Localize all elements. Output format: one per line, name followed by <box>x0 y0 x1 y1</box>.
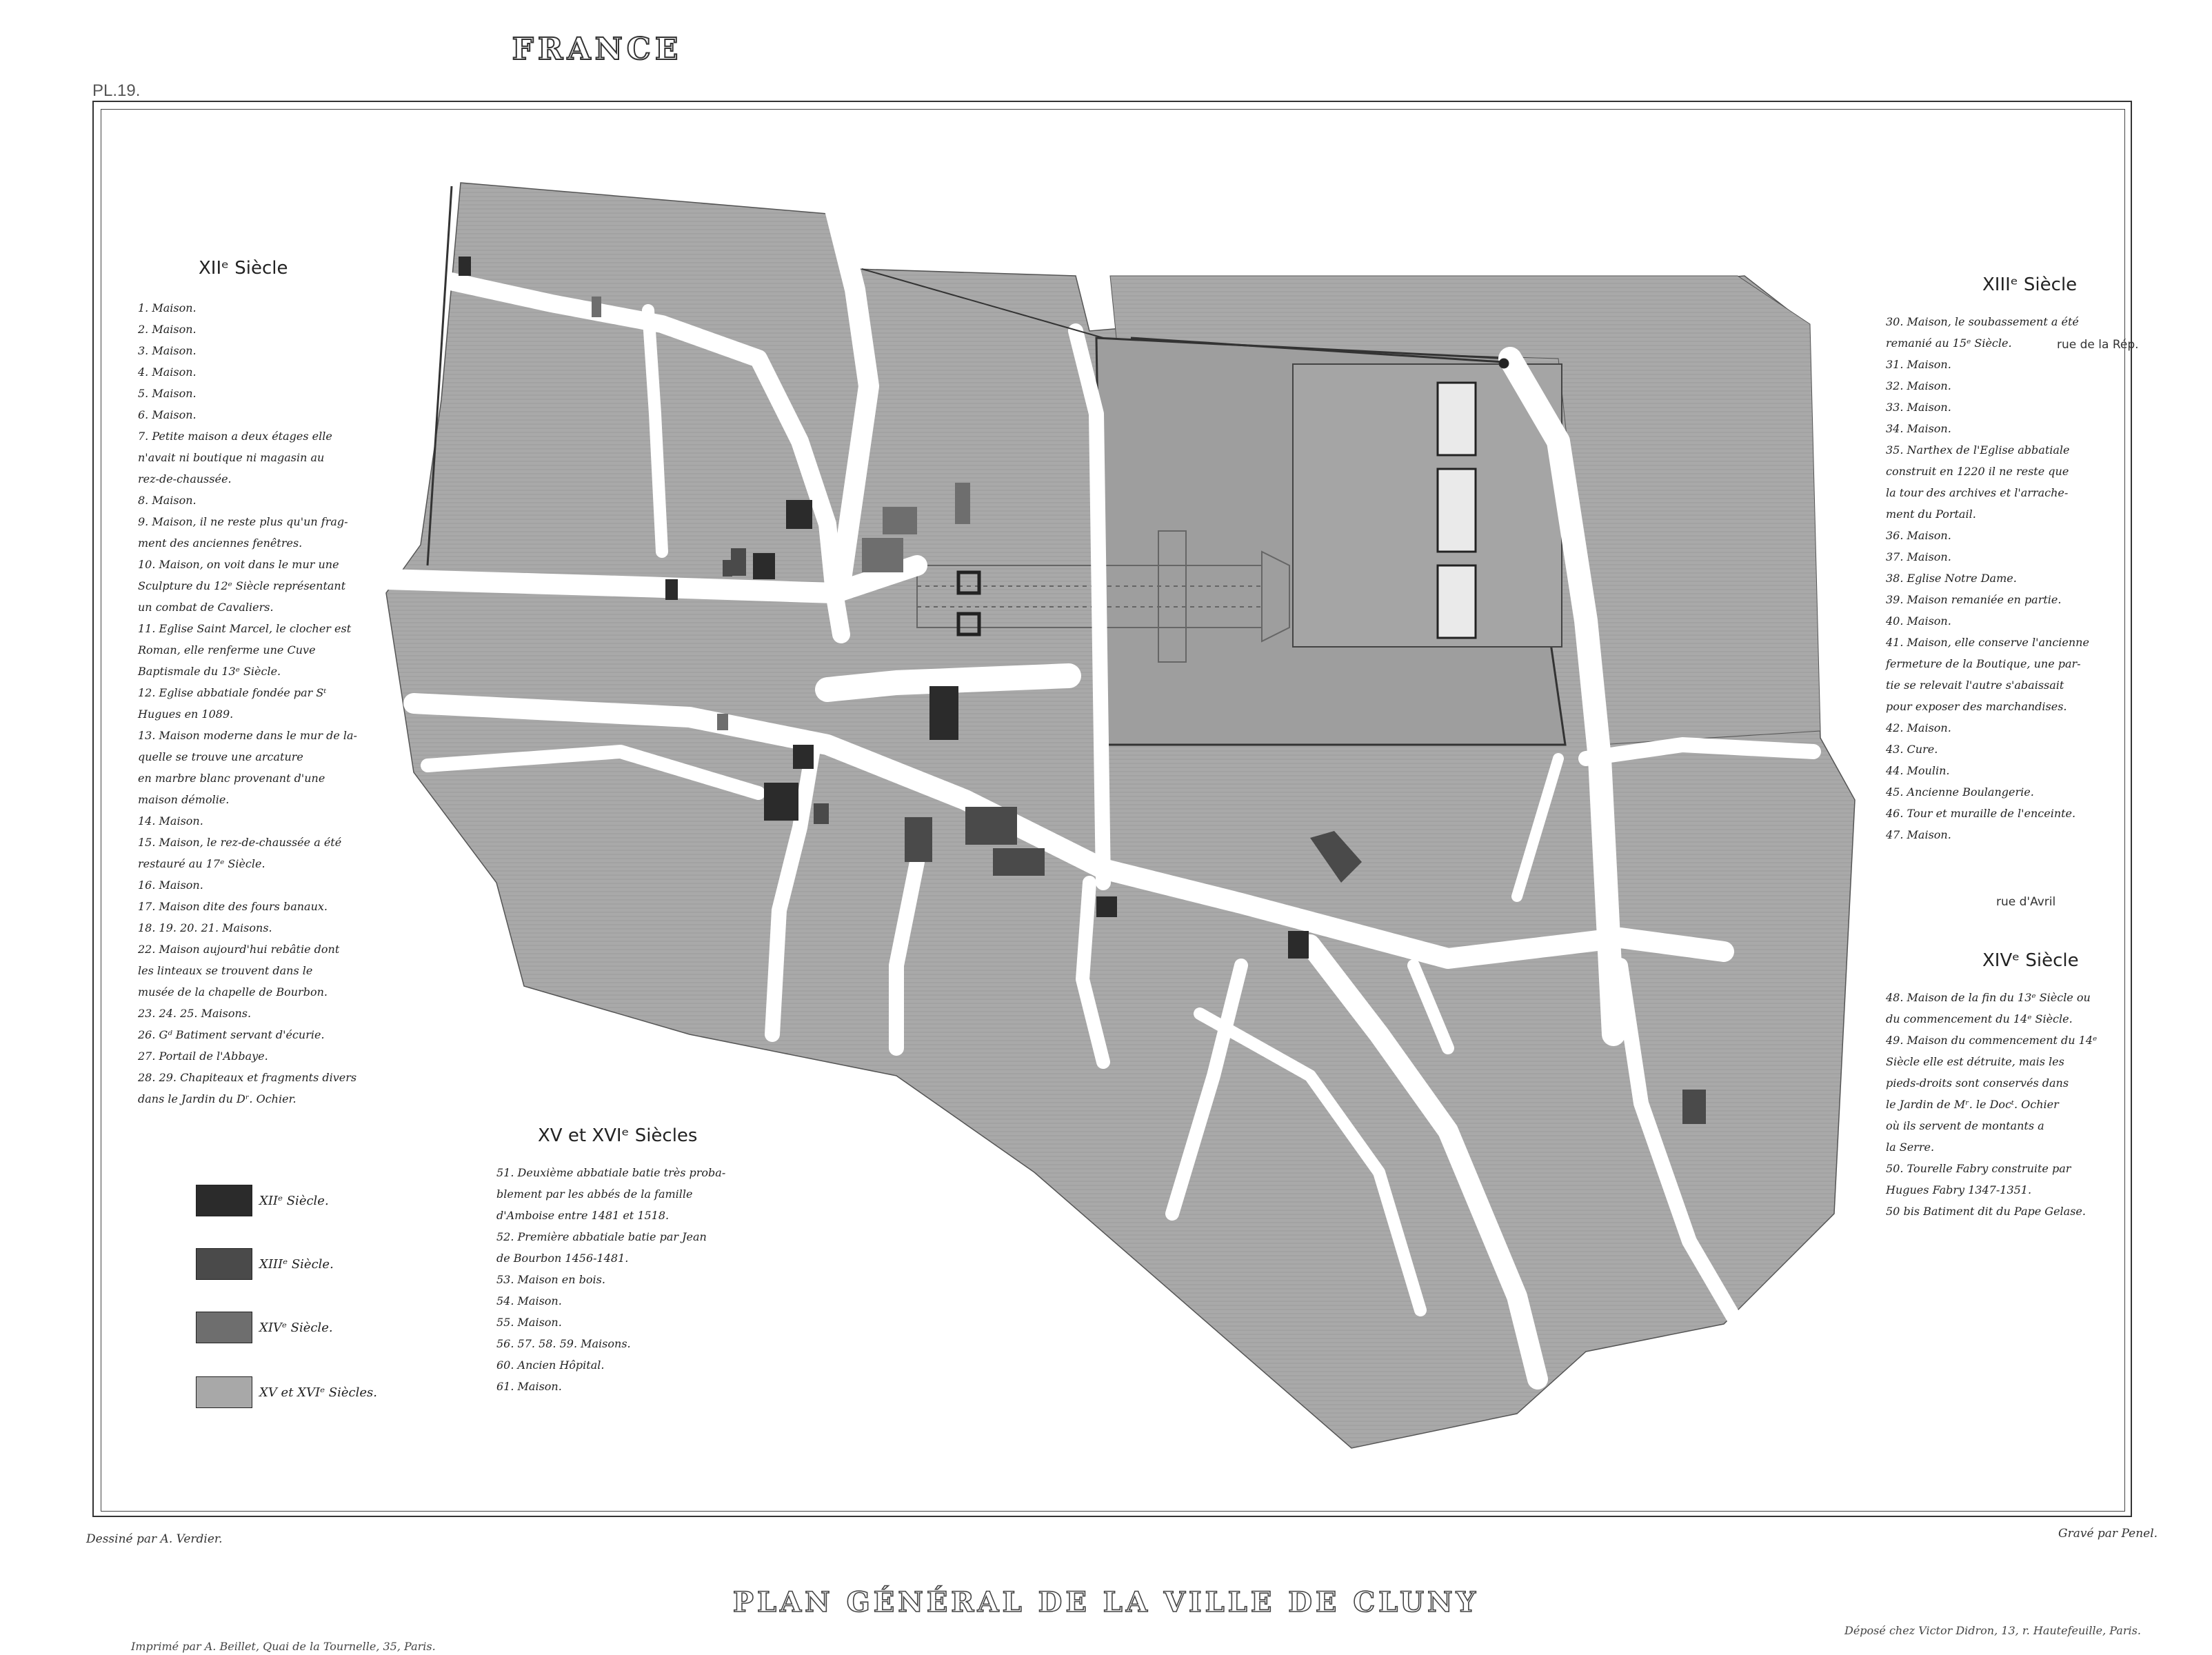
legend-item: pour exposer des marchandises. <box>1886 700 2067 713</box>
legend-item: fermeture de la Boutique, une par- <box>1886 657 2081 670</box>
legend-item: le Jardin de Mʳ. le Docᵗ. Ochier <box>1886 1098 2059 1111</box>
country-title: FRANCE <box>512 32 683 67</box>
legend-item: d'Amboise entre 1481 et 1518. <box>496 1209 670 1222</box>
legend-item: 56. 57. 58. 59. Maisons. <box>496 1337 631 1350</box>
legend-item: 1. Maison. <box>138 301 197 314</box>
legend-thirteenth-century <box>1886 274 2134 845</box>
legend-item: 42. Maison. <box>1886 721 1951 734</box>
legend-item: rez-de-chaussée. <box>138 472 232 485</box>
legend-item: 40. Maison. <box>1886 614 1951 628</box>
legend-twelfth-heading: XIIᵉ Siècle <box>199 258 288 279</box>
legend-item: du commencement du 14ᵉ Siècle. <box>1886 1012 2073 1025</box>
legend-fourteenth-century <box>1886 950 2134 1222</box>
legend-item: 15. Maison, le rez-de-chaussée a été <box>138 836 342 849</box>
legend-item: dans le Jardin du Dʳ. Ochier. <box>138 1092 296 1105</box>
legend-item: 50 bis Batiment dit du Pape Gelase. <box>1886 1205 2086 1218</box>
legend-item: 22. Maison aujourd'hui rebâtie dont <box>138 943 340 956</box>
legend-item: 23. 24. 25. Maisons. <box>138 1007 252 1020</box>
legend-item: 54. Maison. <box>496 1294 562 1307</box>
legend-item: 52. Première abbatiale batie par Jean <box>496 1230 707 1243</box>
legend-item: les linteaux se trouvent dans le <box>138 964 313 977</box>
legend-item: 26. Gᵈ Batiment servant d'écurie. <box>138 1028 325 1041</box>
legend-item: 60. Ancien Hôpital. <box>496 1358 605 1372</box>
legend-item: 36. Maison. <box>1886 529 1951 542</box>
legend-item: de Bourbon 1456-1481. <box>496 1252 629 1265</box>
legend-item: un combat de Cavaliers. <box>138 601 274 614</box>
legend-item: 38. Eglise Notre Dame. <box>1886 572 2017 585</box>
key-label: XIVᵉ Siècle. <box>259 1320 333 1335</box>
legend-item: Baptismale du 13ᵉ Siècle. <box>138 665 281 678</box>
legend-item: 37. Maison. <box>1886 550 1951 563</box>
legend-item: 33. Maison. <box>1886 401 1951 414</box>
legend-item: la Serre. <box>1886 1141 1935 1154</box>
legend-item: 34. Maison. <box>1886 422 1951 435</box>
legend-item: 45. Ancienne Boulangerie. <box>1886 785 2034 799</box>
legend-item: 9. Maison, il ne reste plus qu'un frag- <box>138 515 348 528</box>
legend-item: 49. Maison du commencement du 14ᵉ <box>1886 1034 2098 1047</box>
legend-item: en marbre blanc provenant d'une <box>138 772 325 785</box>
legend-fifteenth-century <box>496 1125 758 1397</box>
legend-item: blement par les abbés de la famille <box>496 1187 693 1201</box>
key-row <box>196 1376 377 1408</box>
legend-item: 13. Maison moderne dans le mur de la- <box>138 729 357 742</box>
legend-item: Siècle elle est détruite, mais les <box>1886 1055 2064 1068</box>
legend-item: 39. Maison remaniée en partie. <box>1886 593 2062 606</box>
legend-item: maison démolie. <box>138 793 230 806</box>
key-row <box>196 1248 334 1280</box>
legend-item: 7. Petite maison a deux étages elle <box>138 430 332 443</box>
key-swatch <box>196 1312 252 1343</box>
legend-twelfth-list <box>138 297 386 1110</box>
key-label: XIIᵉ Siècle. <box>259 1193 329 1208</box>
legend-item: 51. Deuxième abbatiale batie très proba- <box>496 1166 726 1179</box>
annotation-rue-d-avril: rue d'Avril <box>1996 895 2056 909</box>
legend-item: 35. Narthex de l'Eglise abbatiale <box>1886 443 2070 457</box>
legend-item: quelle se trouve une arcature <box>138 750 303 763</box>
legend-item: ment des anciennes fenêtres. <box>138 536 303 550</box>
legend-item: 32. Maison. <box>1886 379 1951 392</box>
legend-fourteenth-heading: XIVᵉ Siècle <box>1982 950 2079 971</box>
legend-item: 14. Maison. <box>138 814 203 828</box>
key-label: XV et XVIᵉ Siècles. <box>259 1385 377 1400</box>
annotation-rue-de-la-rep: rue de la Rép. <box>2057 338 2139 352</box>
legend-item: 6. Maison. <box>138 408 197 421</box>
abbey-enclosure <box>1096 276 1820 745</box>
legend-item: ment du Portail. <box>1886 508 1976 521</box>
engraved-by: Gravé par Penel. <box>2058 1527 2158 1541</box>
legend-item: n'avait ni boutique ni magasin au <box>138 451 325 464</box>
legend-item: remanié au 15ᵉ Siècle. <box>1886 337 2012 350</box>
legend-item: tie se relevait l'autre s'abaissait <box>1886 679 2064 692</box>
legend-item: 44. Moulin. <box>1886 764 1950 777</box>
legend-item: 41. Maison, elle conserve l'ancienne <box>1886 636 2089 649</box>
legend-item: 61. Maison. <box>496 1380 562 1393</box>
legend-item: musée de la chapelle de Bourbon. <box>138 985 328 999</box>
legend-item: Roman, elle renferme une Cuve <box>138 643 316 656</box>
legend-thirteenth-list <box>1886 311 2134 845</box>
legend-item: 11. Eglise Saint Marcel, le clocher est <box>138 622 352 635</box>
legend-item: 2. Maison. <box>138 323 197 336</box>
legend-item: 55. Maison. <box>496 1316 562 1329</box>
legend-item: 12. Eglise abbatiale fondée par Sᵗ <box>138 686 327 699</box>
legend-item: 18. 19. 20. 21. Maisons. <box>138 921 272 934</box>
publisher-credit: Déposé chez Victor Didron, 13, r. Hautefeuille, Paris. <box>1844 1624 2141 1637</box>
legend-item: pieds-droits sont conservés dans <box>1886 1076 2069 1090</box>
legend-fifteenth-list <box>496 1162 758 1397</box>
legend-item: 53. Maison en bois. <box>496 1273 605 1286</box>
legend-item: 46. Tour et muraille de l'enceinte. <box>1886 807 2076 820</box>
drawn-by: Dessiné par A. Verdier. <box>86 1532 223 1546</box>
legend-item: 47. Maison. <box>1886 828 1951 841</box>
printer-credit: Imprimé par A. Beillet, Quai de la Tournelle, 35, Paris. <box>131 1640 436 1653</box>
legend-item: 43. Cure. <box>1886 743 1938 756</box>
legend-item: 3. Maison. <box>138 344 197 357</box>
plate-number: PL.19. <box>92 81 141 100</box>
key-label: XIIIᵉ Siècle. <box>259 1256 334 1272</box>
key-swatch <box>196 1185 252 1216</box>
legend-item: 17. Maison dite des fours banaux. <box>138 900 328 913</box>
legend-item: construit en 1220 il ne reste que <box>1886 465 2069 478</box>
legend-item: Sculpture du 12ᵉ Siècle représentant <box>138 579 346 592</box>
legend-item: Hugues Fabry 1347-1351. <box>1886 1183 2032 1196</box>
legend-thirteenth-heading: XIIIᵉ Siècle <box>1982 274 2078 295</box>
legend-item: 8. Maison. <box>138 494 197 507</box>
plan-title: PLAN GÉNÉRAL DE LA VILLE DE CLUNY <box>732 1586 1480 1618</box>
legend-item: 16. Maison. <box>138 879 203 892</box>
legend-twelfth-century <box>138 258 386 1110</box>
legend-fifteenth-heading: XV et XVIᵉ Siècles <box>538 1125 698 1146</box>
key-swatch <box>196 1376 252 1408</box>
legend-item: 31. Maison. <box>1886 358 1951 371</box>
key-swatch <box>196 1248 252 1280</box>
legend-item: 27. Portail de l'Abbaye. <box>138 1050 268 1063</box>
legend-item: restauré au 17ᵉ Siècle. <box>138 857 265 870</box>
key-row <box>196 1312 333 1343</box>
key-row <box>196 1185 329 1216</box>
legend-item: 30. Maison, le soubassement a été <box>1886 315 2079 328</box>
legend-item: la tour des archives et l'arrache- <box>1886 486 2069 499</box>
legend-item: Hugues en 1089. <box>138 708 234 721</box>
legend-item: où ils servent de montants a <box>1886 1119 2044 1132</box>
legend-item: 10. Maison, on voit dans le mur une <box>138 558 339 571</box>
legend-item: 28. 29. Chapiteaux et fragments divers <box>138 1071 357 1084</box>
legend-item: 5. Maison. <box>138 387 197 400</box>
legend-item: 4. Maison. <box>138 365 197 379</box>
legend-fourteenth-list <box>1886 987 2134 1222</box>
legend-item: 48. Maison de la fin du 13ᵉ Siècle ou <box>1886 991 2091 1004</box>
legend-item: 50. Tourelle Fabry construite par <box>1886 1162 2071 1175</box>
